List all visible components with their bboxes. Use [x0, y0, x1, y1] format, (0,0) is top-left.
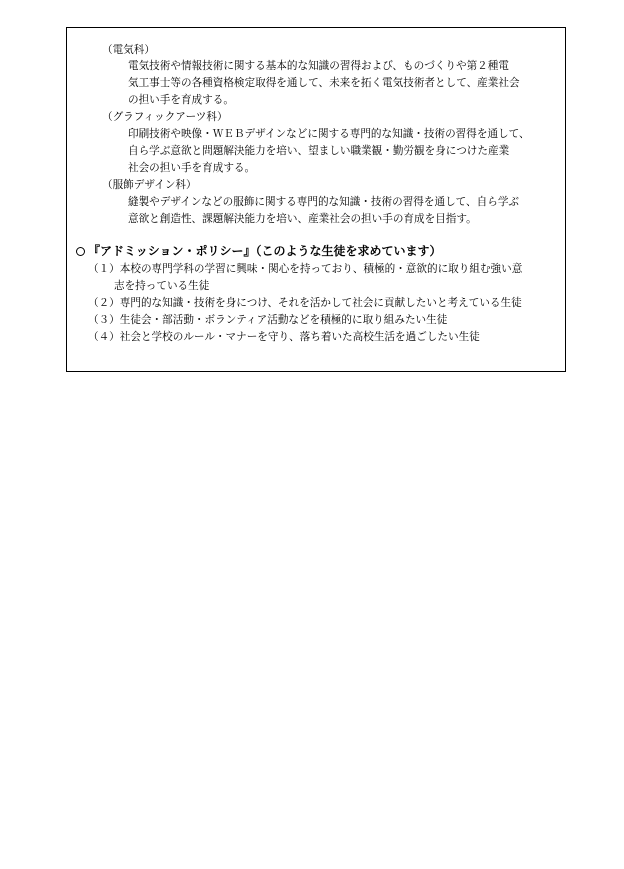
department-text-line: 意欲と創造性、課題解決能力を培い、産業社会の担い手の育成を目指す。: [128, 213, 477, 225]
admission-policy-title-text: 『アドミッション・ポリシー』（このような生徒を求めています）: [88, 244, 442, 258]
department-heading-electrical: （電気科）: [102, 44, 155, 56]
circle-bullet-icon: [76, 247, 85, 256]
department-text-line: の担い手を育成する。: [128, 94, 234, 106]
department-text-line: 社会の担い手を育成する。: [128, 162, 256, 174]
admission-item-2: （２）専門的な知識・技術を身につけ、それを活かして社会に貢献したいと考えている生徒: [88, 297, 522, 309]
admission-item-3: （３）生徒会・部活動・ボランティア活動などを積極的に取り組みたい生徒: [88, 314, 448, 326]
department-heading-graphic-arts: （グラフィックアーツ科）: [102, 111, 228, 123]
admission-item-1: （１）本校の専門学科の学習に興味・関心を持っており、積極的・意欲的に取り組む強い意: [88, 263, 523, 275]
admission-policy-title: [76, 243, 442, 259]
admission-item-1-continued: 志を持っている生徒: [114, 280, 210, 292]
department-text-line: 気工事士等の各種資格検定取得を通して、未来を拓く電気技術者として、産業社会: [128, 77, 520, 89]
department-text-line: 縫製やデザインなどの服飾に関する専門的な知識・技術の習得を通して、自ら学ぶ: [128, 196, 520, 208]
department-text-line: 自ら学ぶ意欲と問題解決能力を培い、望ましい職業観・勤労観を身につけた産業: [128, 145, 510, 157]
admission-item-4: （４）社会と学校のルール・マナーを守り、落ち着いた高校生活を過ごしたい生徒: [88, 331, 480, 343]
department-text-line: 印刷技術や映像・ＷＥＢデザインなどに関する専門的な知識・技術の習得を通して、: [128, 128, 530, 140]
department-text-line: 電気技術や情報技術に関する基本的な知識の習得および、ものづくりや第２種電: [128, 60, 509, 72]
department-heading-fashion-design: （服飾デザイン科）: [102, 179, 197, 191]
